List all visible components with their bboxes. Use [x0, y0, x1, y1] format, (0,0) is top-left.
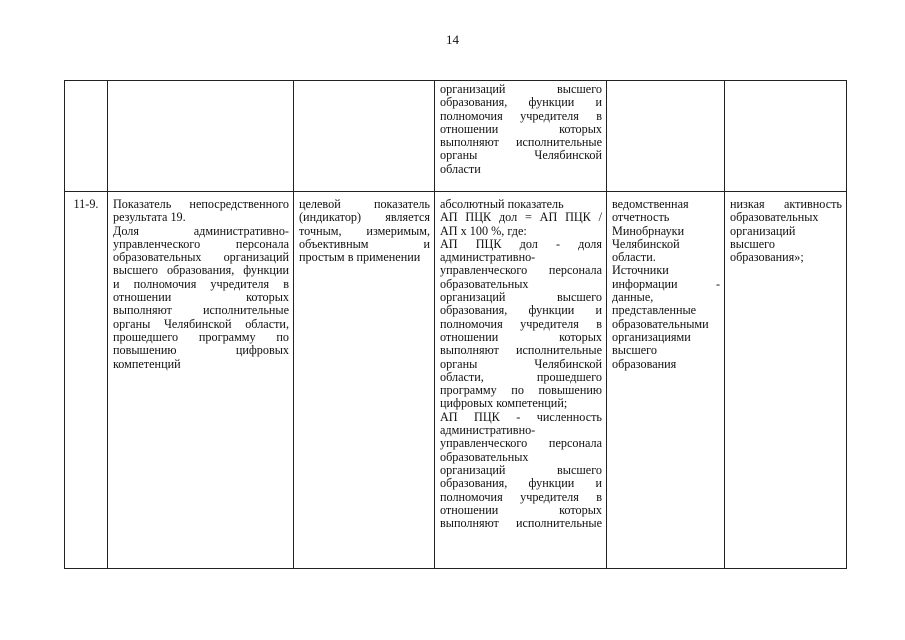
table-row	[65, 192, 847, 569]
text-line: отношении которых	[113, 291, 289, 305]
text-line: высшего образования, функции	[113, 264, 289, 278]
text-line: выполняют исполнительные	[440, 136, 602, 150]
text-line: органы Челябинской	[440, 149, 602, 163]
text-line: программу по повышению	[440, 384, 602, 398]
text-line: простым в применении	[299, 251, 421, 265]
text-line: представленные	[612, 304, 697, 318]
text-line: целевой показатель	[299, 198, 430, 211]
text-line: органы Челябинской	[440, 357, 602, 371]
text-line: области.	[612, 251, 656, 265]
text-line: АП ПЦК дол = АП ПЦК /	[440, 211, 602, 225]
text-line: управленческого персонала	[440, 437, 602, 451]
paragraph	[440, 83, 602, 176]
paragraph	[440, 238, 602, 411]
text-line: полномочия учредителя в	[440, 317, 602, 331]
cell-indicator-name	[108, 192, 294, 569]
text-line: управленческого персонала	[113, 237, 289, 251]
text-line: высшего	[612, 344, 657, 358]
text-line: повышению цифровых	[113, 344, 289, 358]
paragraph	[113, 225, 289, 371]
text-line: результата 19.	[113, 211, 186, 225]
paragraph	[612, 264, 720, 370]
text-line: образования»;	[730, 251, 804, 265]
text-line: информации -	[612, 277, 720, 291]
table-row	[65, 81, 847, 192]
text-line: образовательных организаций	[113, 251, 289, 265]
text-line: АП х 100 %, где:	[440, 224, 527, 238]
paragraph	[730, 198, 842, 264]
cell-number	[65, 81, 108, 192]
text-line: низкая активность	[730, 198, 842, 211]
text-line: административно-	[440, 424, 536, 438]
text-line: данные,	[612, 291, 654, 305]
cell-risks	[725, 81, 847, 192]
text-line: организаций высшего	[440, 83, 602, 96]
text-line: 11-9.	[73, 198, 99, 211]
text-line: отчетность	[612, 211, 670, 225]
text-line: организаций высшего	[440, 291, 602, 305]
text-line: прошедшего программу по	[113, 330, 289, 344]
text-line: полномочия учредителя в	[440, 109, 602, 123]
text-line: образования, функции и	[440, 96, 602, 110]
cell-number	[65, 192, 108, 569]
text-line: образовательных	[730, 211, 819, 225]
text-line: абсолютный показатель	[440, 198, 564, 211]
text-line: Челябинской	[612, 237, 680, 251]
text-line: полномочия учредителя в	[440, 490, 602, 504]
text-line: АП ПЦК - численность	[440, 410, 602, 424]
cell-risks	[725, 192, 847, 569]
text-line: управленческого персонала	[440, 264, 602, 278]
text-line: образовательными	[612, 317, 709, 331]
page-number: 14	[446, 32, 459, 47]
text-line: точным, измеримым,	[299, 224, 430, 238]
text-line: выполняют исполнительные	[440, 344, 602, 358]
text-line: (индикатор) является	[299, 211, 430, 225]
cell-data-source	[607, 81, 725, 192]
text-line: отношении которых	[440, 122, 602, 136]
paragraph	[67, 198, 105, 211]
cell-characteristic	[294, 81, 435, 192]
cell-data-source	[607, 192, 725, 569]
text-line: образовательных	[440, 277, 529, 291]
cell-calculation-method	[435, 81, 607, 192]
text-line: Минобрнауки	[612, 224, 685, 238]
text-line: АП ПЦК дол - доля	[440, 237, 602, 251]
paragraph	[440, 411, 602, 531]
text-line: ведомственная	[612, 198, 689, 211]
text-line: организаций	[730, 224, 796, 238]
text-line: объективным и	[299, 237, 430, 251]
text-line: цифровых компетенций;	[440, 397, 568, 411]
cell-characteristic	[294, 192, 435, 569]
text-line: Показатель непосредственного	[113, 198, 289, 211]
text-line: образования	[612, 357, 677, 371]
text-line: организациями	[612, 330, 691, 344]
text-line: области	[440, 162, 481, 176]
text-line: области, прошедшего	[440, 370, 602, 384]
text-line: административно-	[440, 251, 536, 265]
text-line: отношении которых	[440, 330, 602, 344]
text-line: Источники	[612, 264, 669, 278]
paragraph	[440, 198, 602, 211]
text-line: и полномочия учредителя в	[113, 277, 289, 291]
text-line: выполняют исполнительные	[440, 517, 602, 531]
text-line: отношении которых	[440, 503, 602, 517]
text-line: органы Челябинской области,	[113, 317, 289, 331]
paragraph	[299, 198, 430, 264]
paragraph	[113, 198, 289, 225]
text-line: Доля административно-	[113, 224, 289, 238]
text-line: высшего	[730, 237, 775, 251]
text-line: образовательных	[440, 450, 529, 464]
cell-indicator-name	[108, 81, 294, 192]
text-line: организаций высшего	[440, 463, 602, 477]
cell-calculation-method	[435, 192, 607, 569]
indicator-table	[64, 80, 847, 569]
text-line: образования, функции и	[440, 477, 602, 491]
paragraph	[440, 211, 602, 238]
text-line: образования, функции и	[440, 304, 602, 318]
text-line: компетенций	[113, 357, 181, 371]
text-line: выполняют исполнительные	[113, 304, 289, 318]
paragraph	[612, 198, 720, 264]
